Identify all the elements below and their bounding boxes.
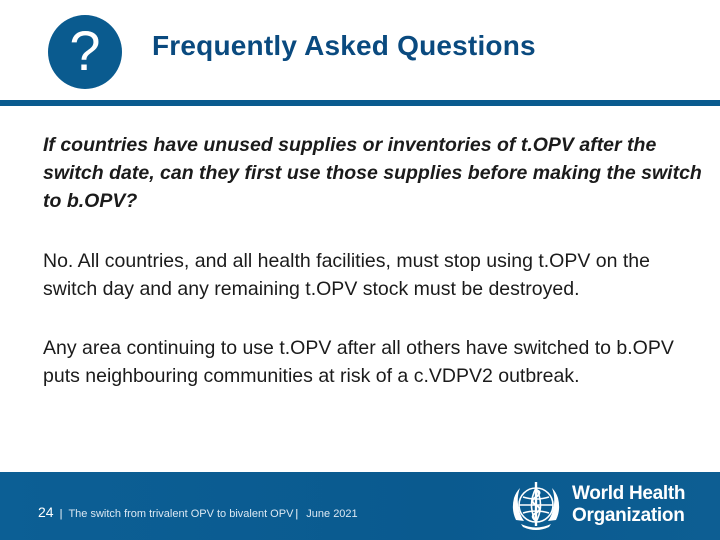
- footer-caption: [38, 504, 358, 520]
- page-number: 24: [38, 504, 54, 520]
- presentation-date: June 2021: [306, 508, 358, 520]
- question-mark-icon: [48, 15, 122, 89]
- question-mark-glyph: ?: [69, 19, 101, 82]
- org-name-line-2: Organization: [572, 505, 685, 526]
- presentation-title: The switch from trivalent OPV to bivalent OPV: [68, 508, 294, 520]
- org-name: [572, 483, 685, 527]
- faq-answer-2: Any area continuing to use t.OPV after all others have switched to b.OPV puts neighbouring communities at risk of a c.VDPV2 outbreak.: [43, 337, 674, 387]
- footer-separator-2: |: [295, 508, 299, 520]
- faq-answer-1: No. All countries, and all health facilities, must stop using t.OPV on the switch day and any remaining t.OPV stock must be destroyed.: [43, 250, 650, 300]
- page-title: Frequently Asked Questions: [152, 30, 536, 61]
- footer-separator: |: [59, 508, 63, 520]
- org-name-line-1: World Health: [572, 483, 686, 504]
- faq-question: If countries have unused supplies or inventories of t.OPV after the switch date, can they first use those supplies before making the switch to b.OPV?: [43, 134, 702, 212]
- who-emblem-icon: [507, 476, 565, 534]
- header-divider: [0, 100, 720, 106]
